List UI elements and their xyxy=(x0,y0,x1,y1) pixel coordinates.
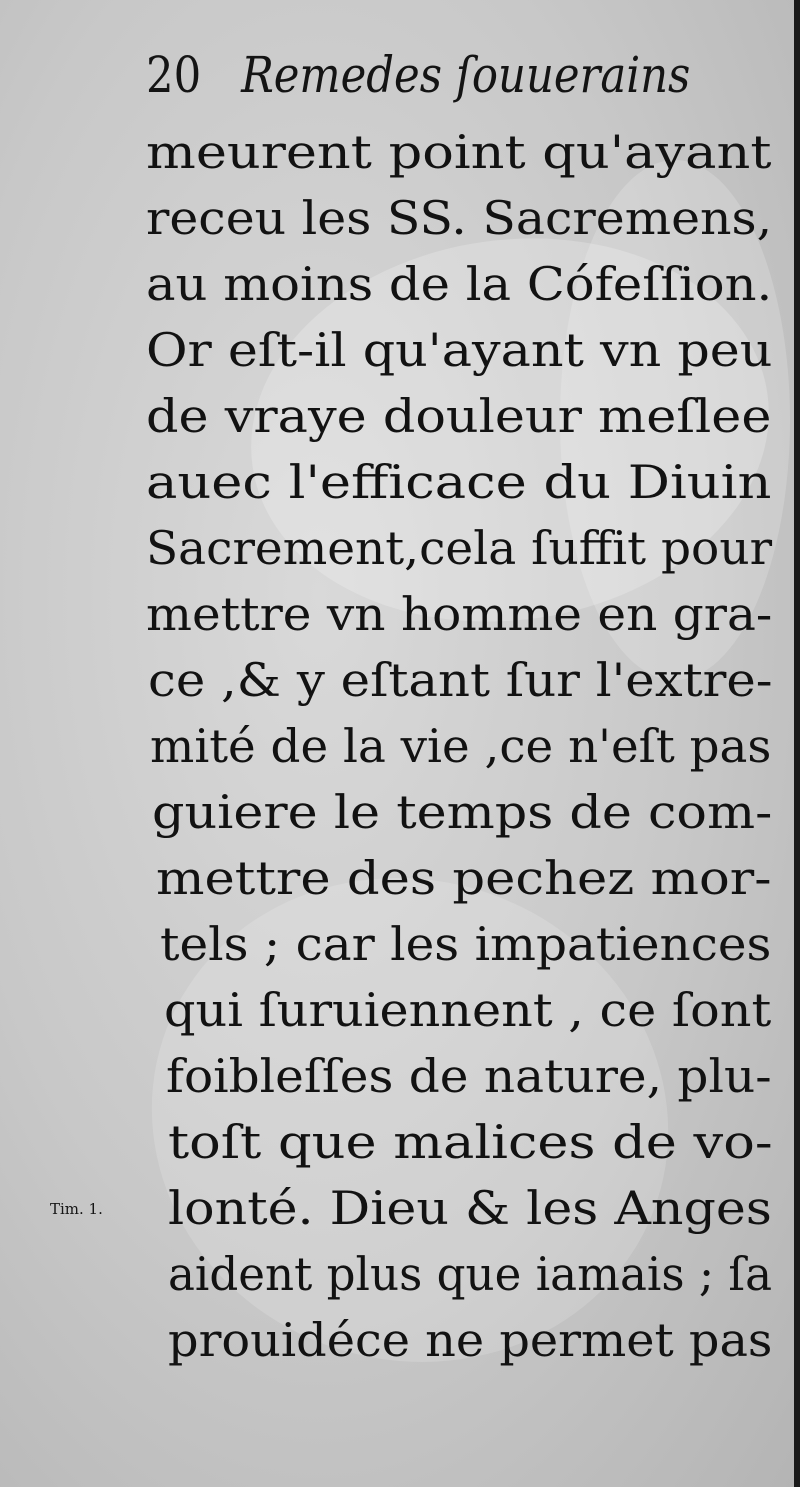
text-line: prouidéce ne permet pas xyxy=(168,1313,773,1367)
text-line: meurent point qu'ayant xyxy=(146,125,772,179)
text-line: auec l'efficace du Diuin xyxy=(146,455,772,509)
text-line: aident plus que iamais ; ſa xyxy=(168,1247,773,1301)
text-line: receu les SS. Sacremens, xyxy=(146,191,773,245)
margin-note: Tim. 1. xyxy=(50,1200,103,1218)
text-line: de vraye douleur meſlee xyxy=(146,389,772,443)
page-number: 20 xyxy=(146,46,202,104)
text-line: Sacrement,cela ſuffit pour xyxy=(146,521,773,575)
text-line: mettre des pechez mor- xyxy=(156,851,772,905)
text-line: ce ,& y eſtant ſur l'extre- xyxy=(148,653,773,707)
text-line: mité de la vie ,ce n'eſt pas xyxy=(150,719,772,773)
text-line: toſt que malices de vo- xyxy=(168,1115,773,1169)
text-line: guiere le temps de com- xyxy=(152,785,773,839)
text-line: mettre vn homme en gra- xyxy=(146,587,773,641)
text-line: lonté. Dieu & les Anges xyxy=(168,1181,772,1235)
page-edge xyxy=(794,0,800,1487)
text-line: Or eſt-il qu'ayant vn peu xyxy=(146,323,773,377)
text-line: qui ſuruiennent , ce ſont xyxy=(164,983,772,1037)
text-line: tels ; car les impatiences xyxy=(160,917,772,971)
text-line: foibleſſes de nature, plu- xyxy=(166,1049,772,1103)
text-line: au moins de la Cófeſſion. xyxy=(146,257,773,311)
page-header xyxy=(146,46,690,106)
running-title: Remedes ſouuerains xyxy=(241,46,691,104)
